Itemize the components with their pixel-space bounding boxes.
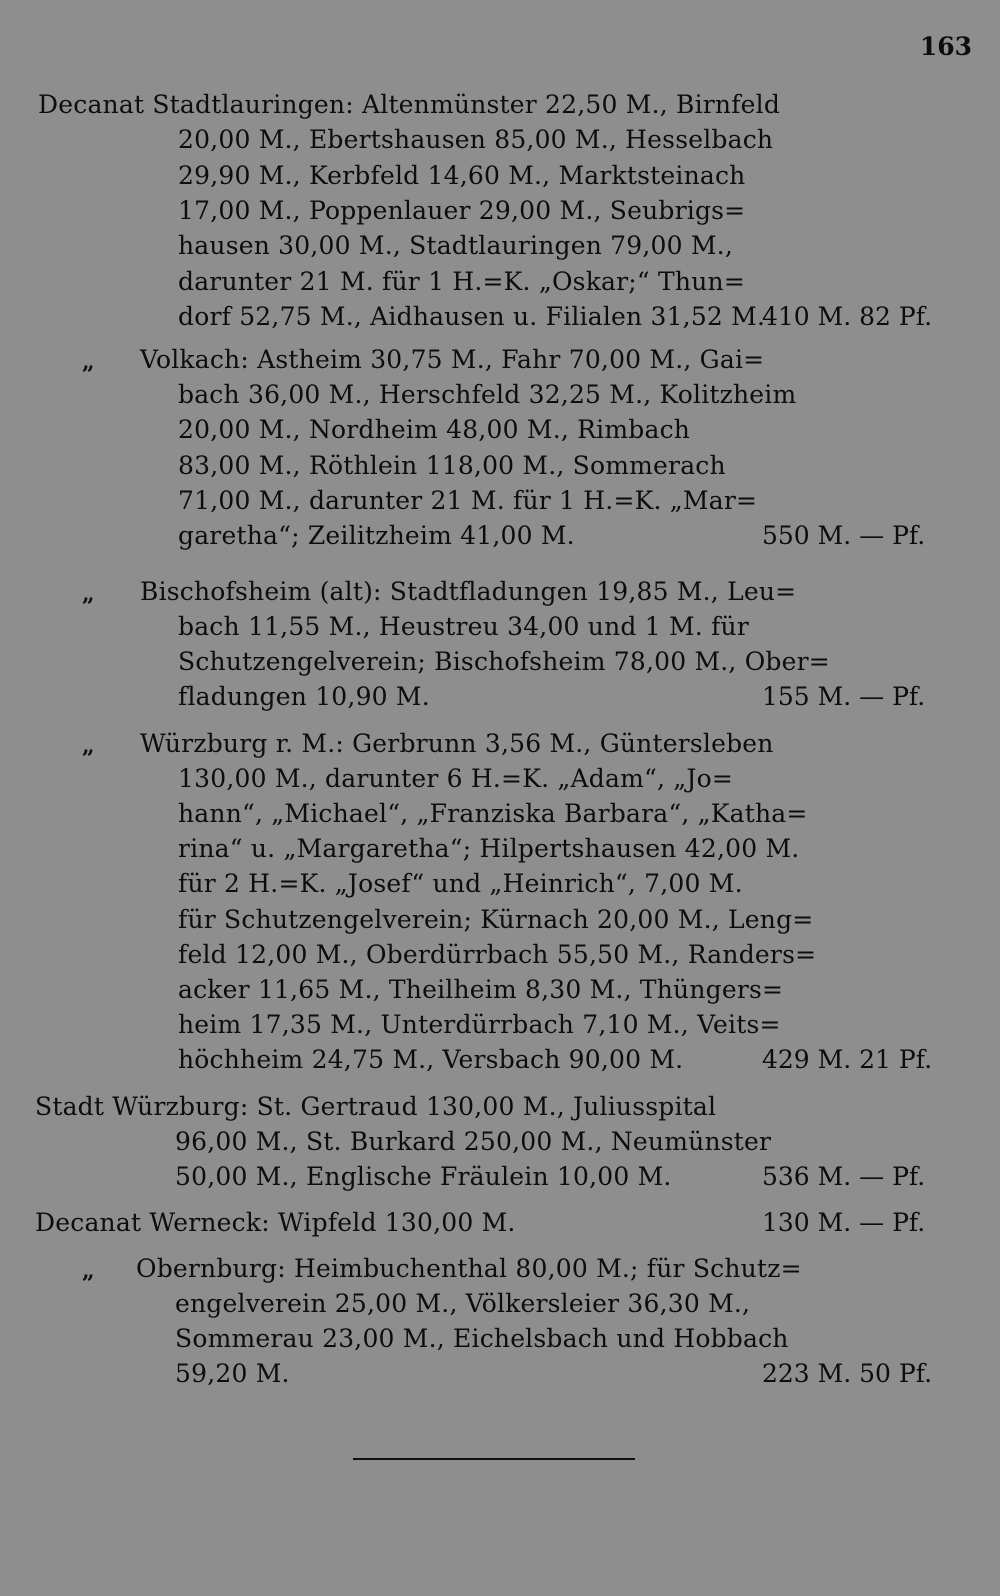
entry-line: hausen 30,00 M., Stadtlauringen 79,00 M., <box>178 231 733 261</box>
entry-line: garetha“; Zeilitzheim 41,00 M. <box>178 521 575 550</box>
entry-line: 71,00 M., darunter 21 M. für 1 H.=K. „Mar= <box>178 485 758 515</box>
entry-amount: 155 M. — Pf. <box>762 682 926 711</box>
entry-line: 20,00 M., Nordheim 48,00 M., Rimbach <box>178 415 691 445</box>
ditto-mark: „ <box>82 581 95 607</box>
entry-line: acker 11,65 M., Theilheim 8,30 M., Thüngers= <box>178 974 784 1004</box>
entry-amount: 223 M. 50 Pf. <box>762 1359 933 1388</box>
entry-line: dorf 52,75 M., Aidhausen u. Filialen 31,52 M. <box>178 301 766 331</box>
ditto-mark: „ <box>82 1258 95 1284</box>
entry-line: Decanat Werneck: Wipfeld 130,00 M. <box>35 1208 516 1237</box>
entry-line: für 2 H.=K. „Josef“ und „Heinrich“, 7,00 M. <box>178 869 743 899</box>
entry-line: bach 36,00 M., Herschfeld 32,25 M., Kolitzheim <box>178 380 797 410</box>
entry-line: bach 11,55 M., Heustreu 34,00 und 1 M. für <box>178 612 749 641</box>
entry-line: engelverein 25,00 M., Völkersleier 36,30 M., <box>175 1289 751 1318</box>
entry-line: 17,00 M., Poppenlauer 29,00 M., Seubrigs= <box>178 195 746 225</box>
ditto-mark: „ <box>82 733 95 759</box>
entry-line: 83,00 M., Röthlein 118,00 M., Sommerach <box>178 450 726 480</box>
entry-line: für Schutzengelverein; Kürnach 20,00 M., Leng= <box>178 904 814 934</box>
entry-line: hann“, „Michael“, „Franziska Barbara“, „Katha= <box>178 799 808 829</box>
entry-amount: 429 M. 21 Pf. <box>762 1044 933 1074</box>
ditto-mark: „ <box>82 349 95 375</box>
entry-amount: 550 M. — Pf. <box>762 521 926 550</box>
entry-line: Würzburg r. M.: Gerbrunn 3,56 M., Güntersleben <box>140 729 774 758</box>
entry-line: 59,20 M. <box>175 1359 290 1388</box>
entry-line: darunter 21 M. für 1 H.=K. „Oskar;“ Thun= <box>178 266 745 296</box>
entry-line: Decanat Stadtlauringen: Altenmünster 22,50 M., Birnfeld <box>38 90 781 119</box>
entry-amount: 536 M. — Pf. <box>762 1162 926 1191</box>
entry-line: Obernburg: Heimbuchenthal 80,00 M.; für Schutz= <box>136 1254 802 1283</box>
entry-line: Stadt Würzburg: St. Gertraud 130,00 M., Juliusspital <box>35 1092 717 1121</box>
entry-line: 50,00 M., Englische Fräulein 10,00 M. <box>175 1162 672 1191</box>
entry-line: Schutzengelverein; Bischofsheim 78,00 M., Ober= <box>178 647 830 676</box>
entry-amount: 130 M. — Pf. <box>762 1208 926 1237</box>
entry-line: 29,90 M., Kerbfeld 14,60 M., Marktsteinach <box>178 160 746 190</box>
entry-line: fladungen 10,90 M. <box>178 682 430 711</box>
entry-line: Volkach: Astheim 30,75 M., Fahr 70,00 M., Gai= <box>140 345 765 374</box>
page-number: 163 <box>919 32 972 61</box>
entry-amount: 410 M. 82 Pf. <box>762 301 933 331</box>
entry-line: 130,00 M., darunter 6 H.=K. „Adam“, „Jo= <box>178 764 734 794</box>
entry-line: feld 12,00 M., Oberdürrbach 55,50 M., Randers= <box>178 939 817 969</box>
entry-line: 20,00 M., Ebertshausen 85,00 M., Hesselbach <box>178 125 774 155</box>
entry-line: höchheim 24,75 M., Versbach 90,00 M. <box>178 1044 684 1074</box>
end-rule <box>353 1458 635 1460</box>
entry-line: rina“ u. „Margaretha“; Hilpertshausen 42,00 M. <box>178 834 800 864</box>
entry-line: Sommerau 23,00 M., Eichelsbach und Hobbach <box>175 1324 789 1353</box>
entry-line: heim 17,35 M., Unterdürrbach 7,10 M., Veits= <box>178 1009 781 1039</box>
entry-line: 96,00 M., St. Burkard 250,00 M., Neumünster <box>175 1127 772 1156</box>
entry-line: Bischofsheim (alt): Stadtfladungen 19,85 M., Leu= <box>140 577 797 606</box>
